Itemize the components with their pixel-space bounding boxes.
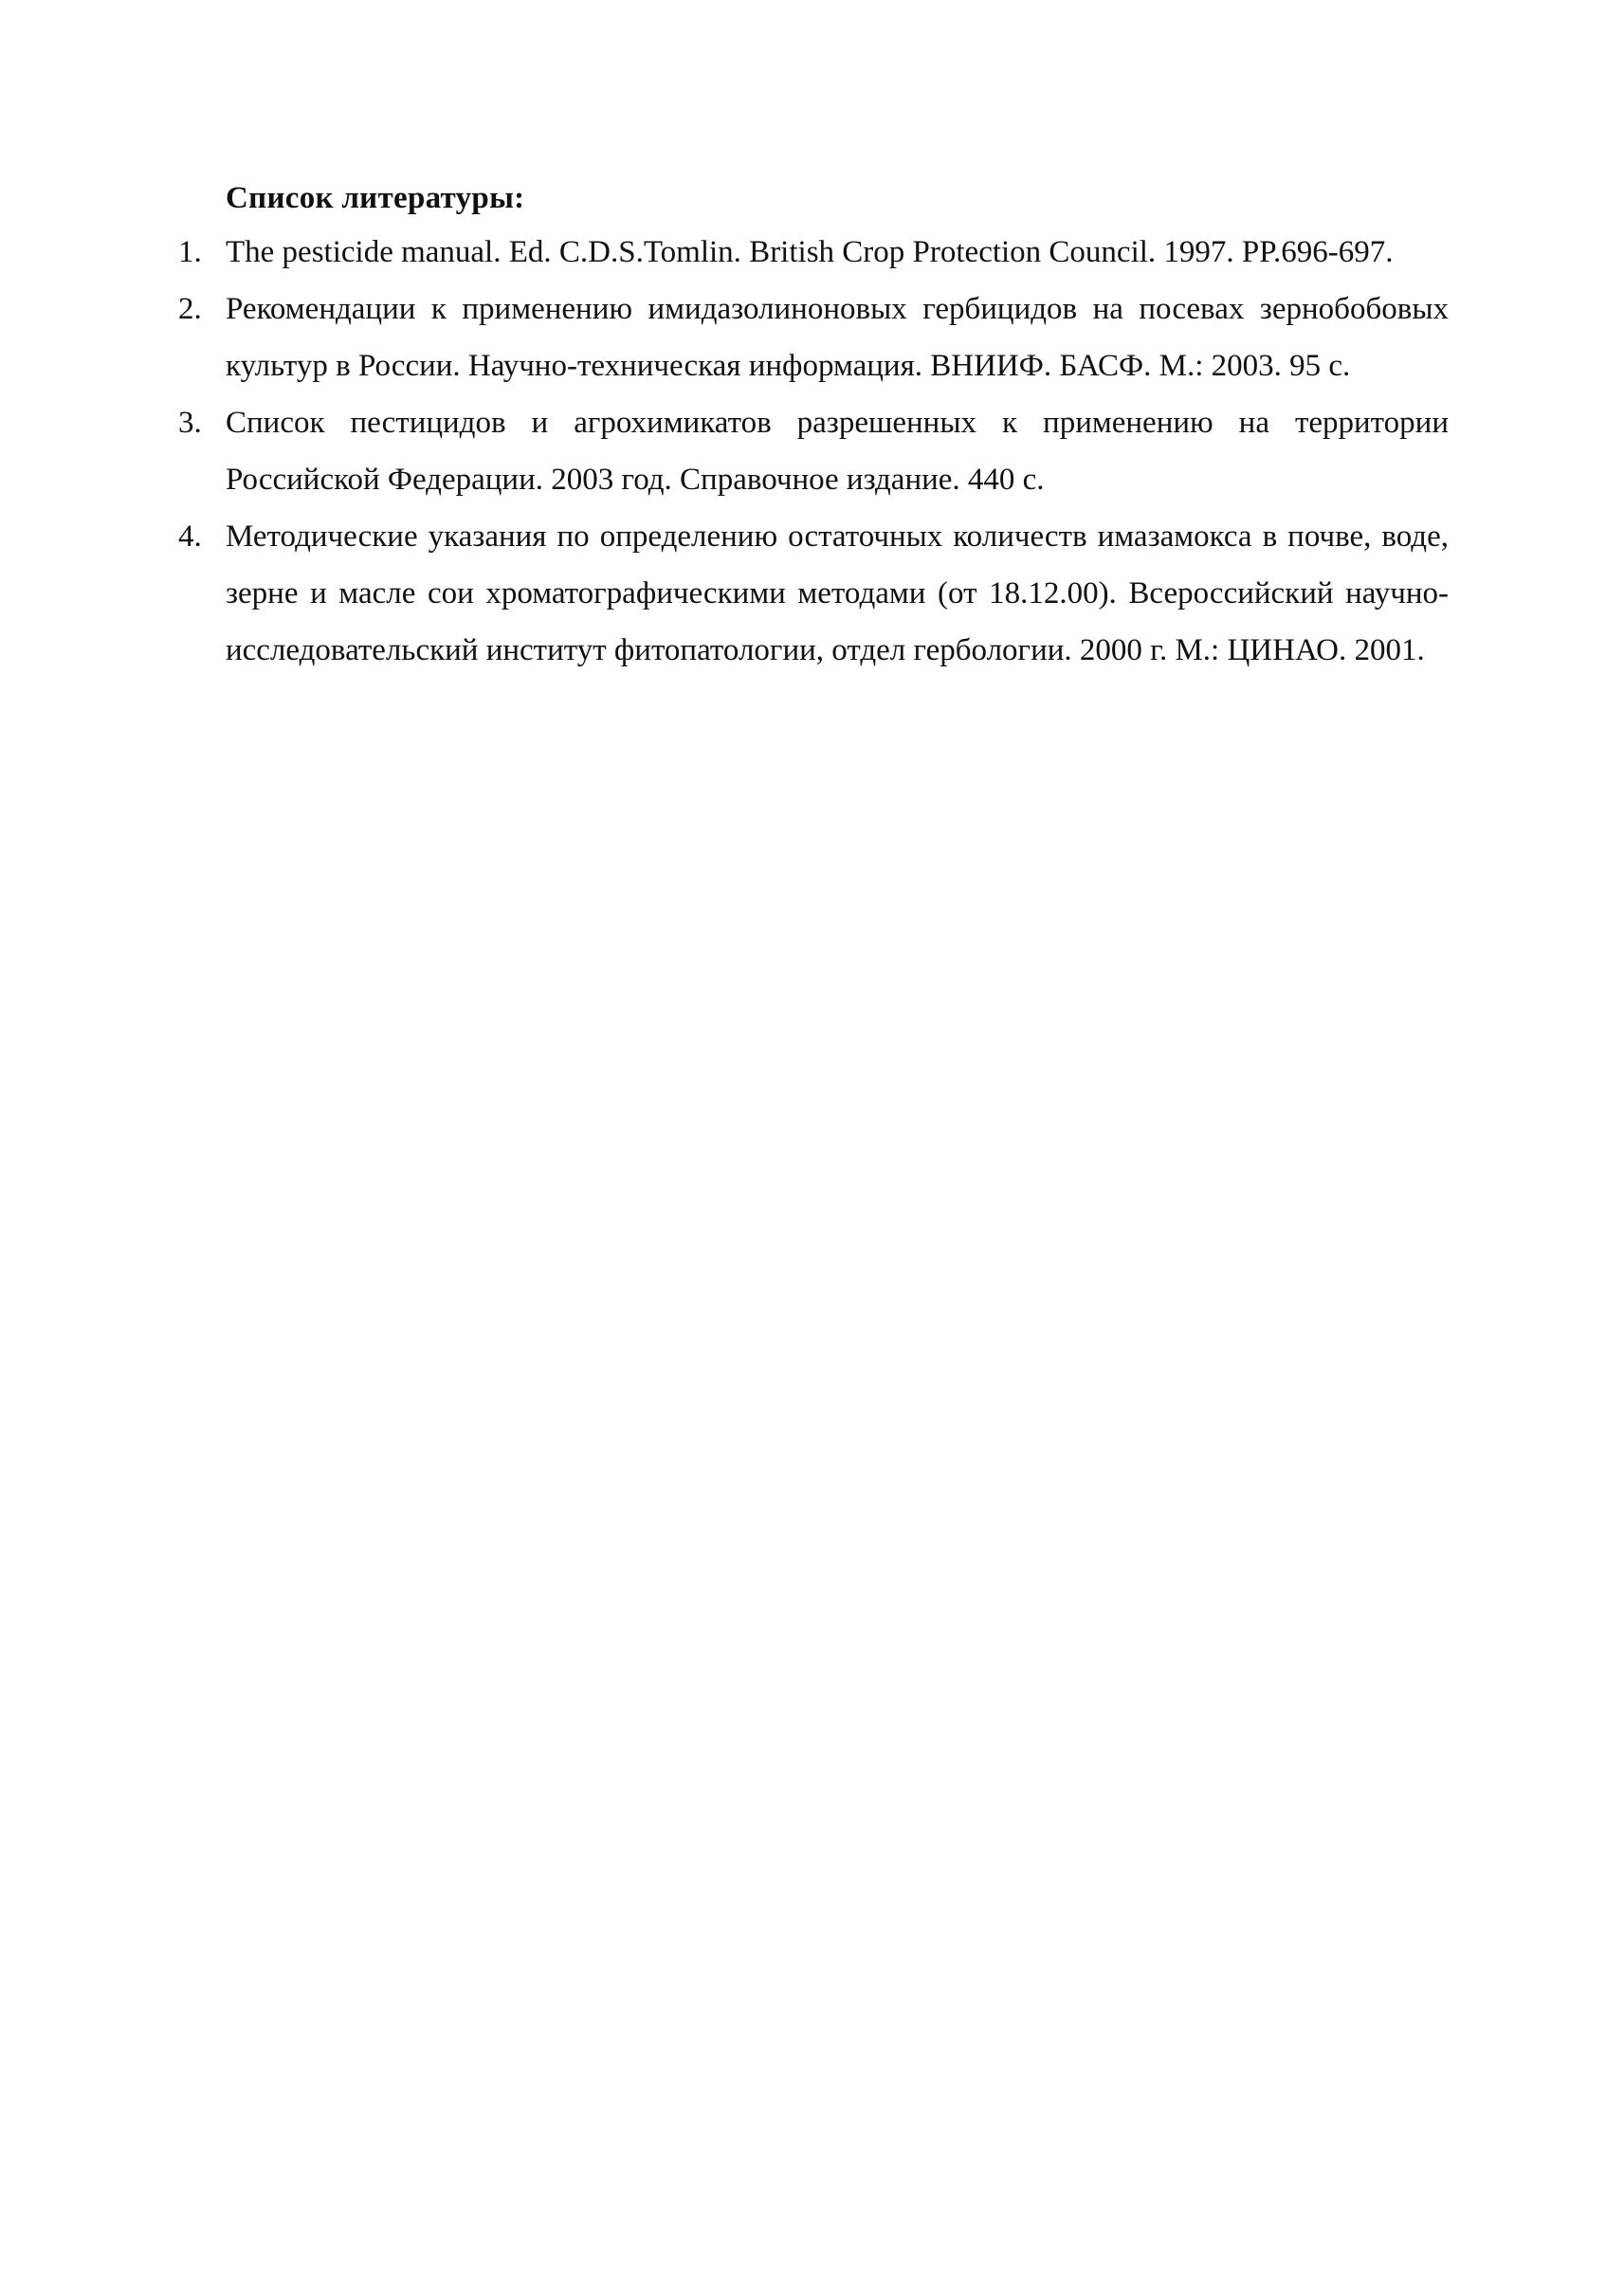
reference-item-3 xyxy=(178,394,1449,508)
reference-text: The pesticide manual. Ed. C.D.S.Tomlin. British Crop Protection Council. 1997. PP.696-697. xyxy=(226,235,1394,269)
reference-number: 3. xyxy=(178,406,202,440)
reference-text: Методические указания по определению остаточных количеств имазамокса в почве, воде, зерне и масле сои хроматографическими методами (от 18.12.00). Всероссийский научно-исследовательский институт фитопатологии, отдел гербологии. 2000 г. М.: ЦИНАО. 2001. xyxy=(226,519,1449,667)
reference-list xyxy=(178,224,1449,679)
reference-number: 1. xyxy=(178,235,202,269)
reference-number: 2. xyxy=(178,292,202,326)
reference-item-2 xyxy=(178,281,1449,394)
reference-item-1 xyxy=(178,224,1449,281)
bibliography-section xyxy=(178,174,1449,679)
bibliography-heading: Список литературы: xyxy=(226,181,525,215)
reference-text: Список пестицидов и агрохимикатов разрешенных к применению на территории Российской Федерации. 2003 год. Справочное издание. 440 с. xyxy=(226,406,1449,497)
reference-text: Рекомендации к применению имидазолиноновых гербицидов на посевах зернобобовых культур в России. Научно-техническая информация. ВНИИФ. БАСФ. М.: 2003. 95 с. xyxy=(226,292,1449,383)
reference-number: 4. xyxy=(178,519,202,554)
reference-item-4 xyxy=(178,508,1449,679)
